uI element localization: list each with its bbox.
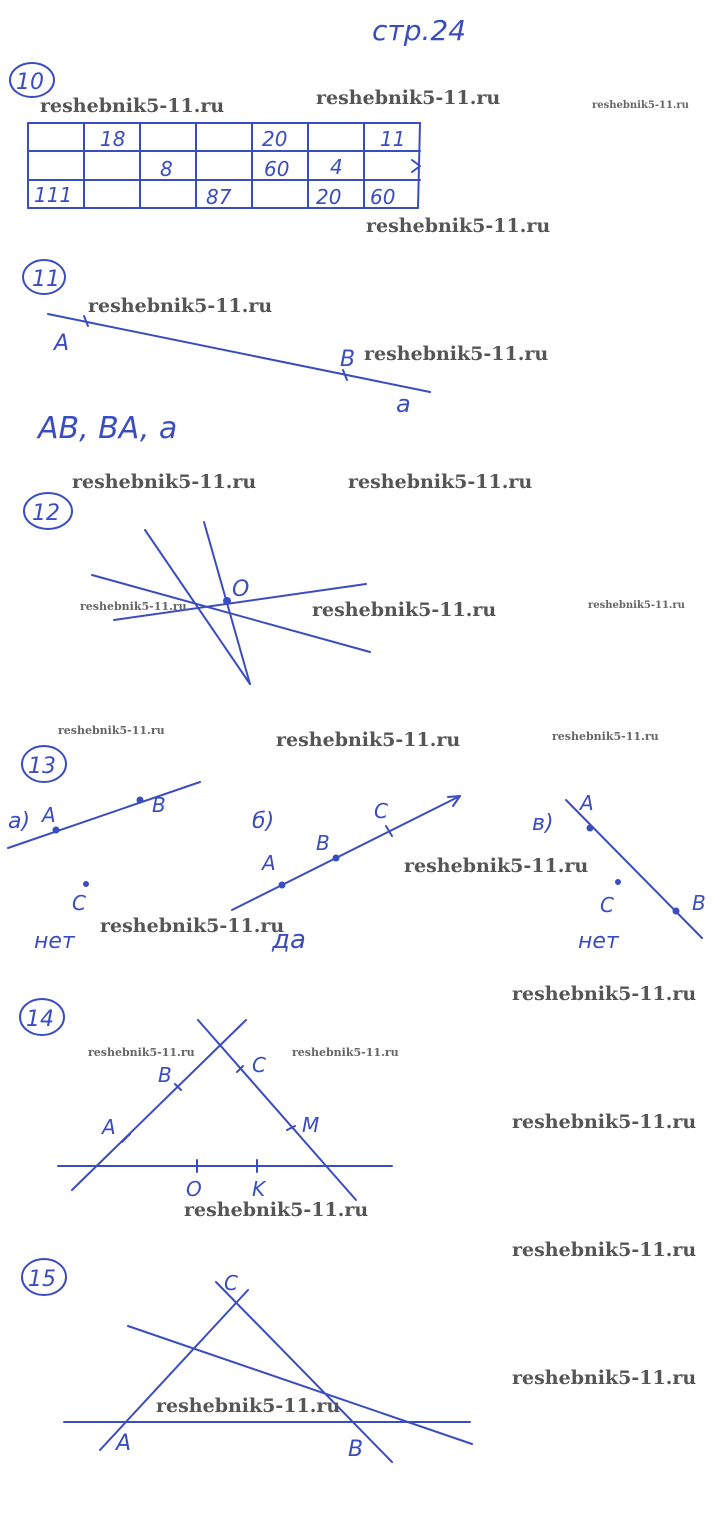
task-10-table — [28, 123, 420, 209]
table-cell: 60 — [370, 185, 396, 209]
point-label: B — [316, 831, 330, 855]
part-answer: да — [272, 925, 306, 955]
point-label: C — [374, 799, 388, 823]
watermark: reshebnik5-11.ru — [404, 855, 589, 877]
watermark: reshebnik5-11.ru — [292, 1046, 399, 1059]
watermark: reshebnik5-11.ru — [40, 95, 225, 117]
part-label: в) — [532, 811, 554, 836]
table-cell: 20 — [316, 185, 342, 209]
task-13-number: 13 — [28, 754, 56, 779]
point-label: A — [262, 851, 276, 875]
watermark: reshebnik5-11.ru — [58, 724, 165, 737]
table-cell: 87 — [206, 185, 232, 209]
table-cell: 60 — [264, 157, 290, 181]
part-answer: нет — [34, 929, 75, 954]
table-cell: 111 — [34, 183, 73, 207]
point-a-label: A — [102, 1115, 116, 1139]
watermark: reshebnik5-11.ru — [366, 215, 551, 237]
point-b-label: B — [158, 1063, 172, 1087]
task-11-answer: AB, BA, a — [38, 411, 178, 446]
watermarks — [40, 87, 696, 1417]
watermark: reshebnik5-11.ru — [348, 471, 533, 493]
line-a-label: a — [396, 390, 411, 418]
point-a-label: A — [54, 331, 70, 356]
point-a-label: A — [116, 1431, 132, 1456]
watermark: reshebnik5-11.ru — [184, 1199, 369, 1221]
task-14-number: 14 — [26, 1007, 54, 1032]
table-cell: 11 — [380, 127, 406, 151]
watermark: reshebnik5-11.ru — [88, 295, 273, 317]
watermark: reshebnik5-11.ru — [72, 471, 257, 493]
point-label: C — [72, 891, 86, 915]
point-label: B — [152, 793, 166, 817]
point-b-label: B — [340, 347, 356, 372]
table-cell: 4 — [330, 155, 343, 179]
point-o-label: O — [232, 577, 250, 602]
point-c-label: C — [224, 1271, 238, 1295]
watermark: reshebnik5-11.ru — [512, 1111, 697, 1133]
table-cell: 8 — [160, 157, 173, 181]
watermark: reshebnik5-11.ru — [512, 983, 697, 1005]
task-14 — [20, 999, 392, 1201]
task-10-number: 10 — [16, 70, 44, 95]
watermark: reshebnik5-11.ru — [316, 87, 501, 109]
task-10 — [10, 63, 420, 209]
task-12 — [24, 493, 370, 684]
point-o — [223, 597, 231, 605]
watermark: reshebnik5-11.ru — [588, 600, 685, 611]
task-15 — [22, 1259, 472, 1462]
watermark: reshebnik5-11.ru — [80, 600, 187, 613]
watermark: reshebnik5-11.ru — [512, 1367, 697, 1389]
table-cell: 18 — [100, 127, 126, 151]
point-b-label: B — [348, 1437, 364, 1462]
point-label: C — [600, 893, 614, 917]
watermark: reshebnik5-11.ru — [88, 1046, 195, 1059]
point-k-label: K — [252, 1177, 266, 1201]
task-12-number: 12 — [32, 501, 60, 526]
watermark: reshebnik5-11.ru — [100, 915, 285, 937]
point-label: A — [42, 803, 56, 827]
part-label: б) — [252, 809, 275, 834]
task-11-number: 11 — [32, 267, 60, 292]
watermark: reshebnik5-11.ru — [276, 729, 461, 751]
point-m-label: M — [302, 1113, 320, 1137]
page-label: стр.24 — [372, 14, 467, 47]
watermark: reshebnik5-11.ru — [312, 599, 497, 621]
watermark: reshebnik5-11.ru — [552, 730, 659, 743]
point-label: A — [580, 791, 594, 815]
watermark: reshebnik5-11.ru — [156, 1395, 341, 1417]
table-cell: 20 — [262, 127, 288, 151]
watermark: reshebnik5-11.ru — [592, 100, 689, 111]
watermark: reshebnik5-11.ru — [364, 343, 549, 365]
point-o-label: O — [186, 1177, 202, 1201]
point-label: B — [692, 891, 706, 915]
point-c-label: C — [252, 1053, 266, 1077]
part-label: а) — [8, 809, 31, 834]
task-15-number: 15 — [28, 1267, 56, 1292]
part-answer: нет — [578, 929, 619, 954]
watermark: reshebnik5-11.ru — [512, 1239, 697, 1261]
